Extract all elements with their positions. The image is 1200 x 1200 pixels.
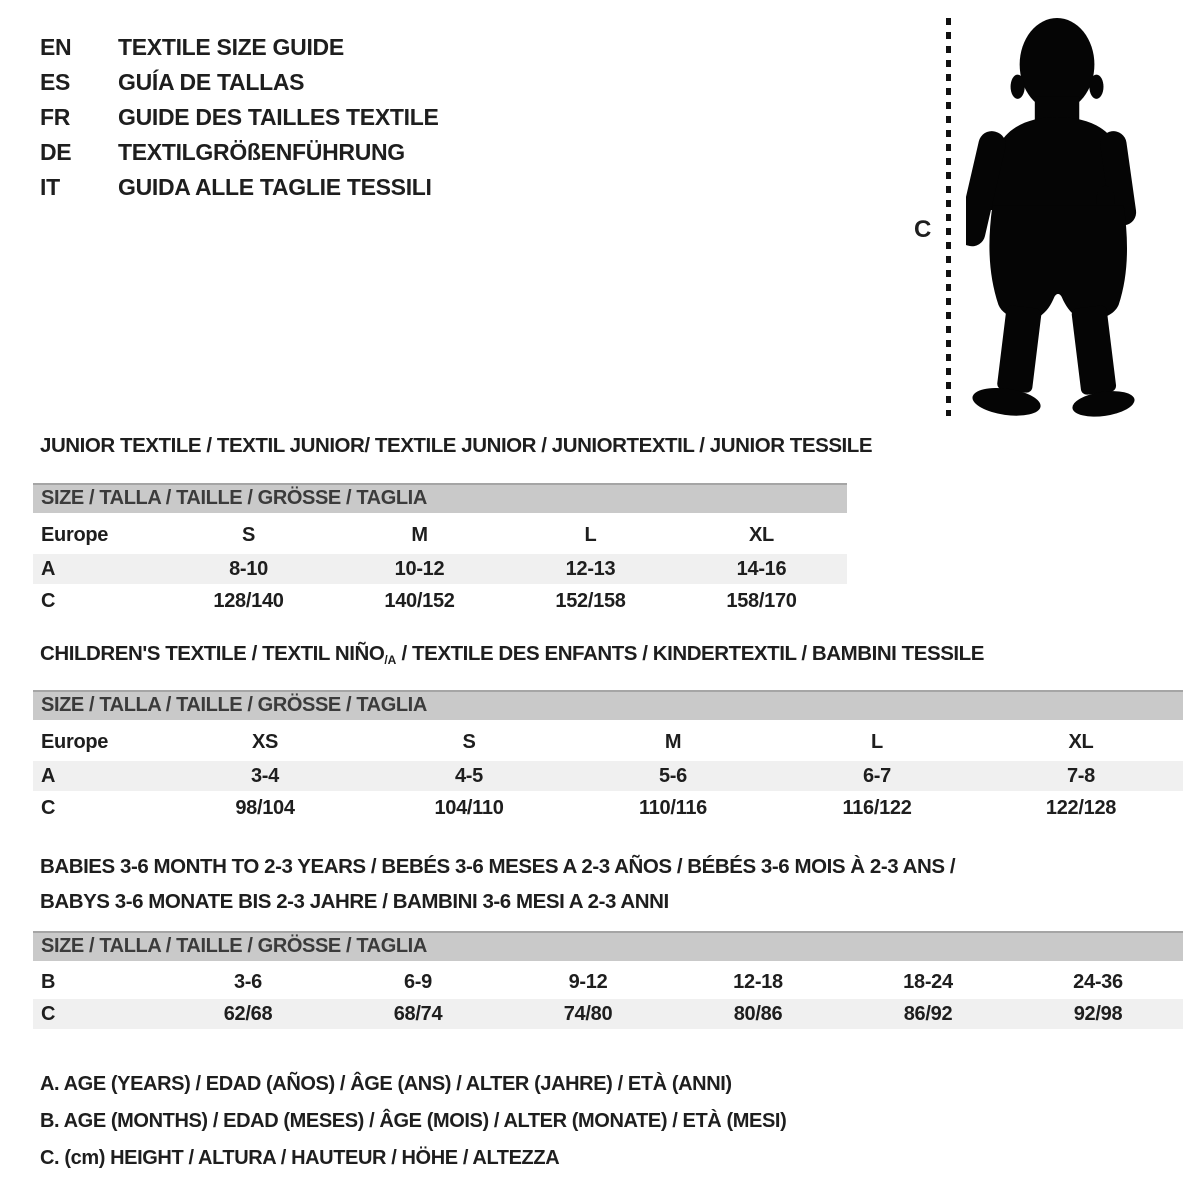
legend-height-cm: C. (cm) HEIGHT / ALTURA / HAUTEUR / HÖHE / ALTEZZA xyxy=(40,1147,560,1169)
row-label: A xyxy=(41,764,56,787)
size-column-l: L xyxy=(871,731,883,753)
babies-months-row xyxy=(33,967,1183,997)
height-value: 140/152 xyxy=(384,589,455,612)
height-measure-dotted-line xyxy=(946,18,951,416)
size-column-s: S xyxy=(241,524,256,546)
language-row-fr xyxy=(40,100,439,135)
age-value: 4-5 xyxy=(454,764,483,787)
junior-columns-row xyxy=(33,519,847,552)
language-row-en xyxy=(40,30,439,65)
size-column-xl: XL xyxy=(749,524,774,546)
months-value: 18-24 xyxy=(903,970,953,993)
row-label: C xyxy=(41,589,56,612)
children-title-pre: CHILDREN'S TEXTILE / TEXTIL NIÑO xyxy=(40,642,385,665)
children-title-sub: /A xyxy=(384,653,397,667)
size-column-l: L xyxy=(584,524,597,546)
babies-title-line2: BABYS 3-6 MONATE BIS 2-3 JAHRE / BAMBINI 3-6 MESI A 2-3 ANNI xyxy=(40,890,669,913)
size-column-m: M xyxy=(664,731,682,753)
height-value: 152/158 xyxy=(555,589,626,612)
months-value: 9-12 xyxy=(568,970,608,993)
junior-age-row xyxy=(33,554,847,584)
size-column-m: M xyxy=(411,524,428,546)
age-value: 10-12 xyxy=(394,557,445,580)
months-value: 24-36 xyxy=(1073,970,1123,993)
age-value: 5-6 xyxy=(658,764,687,787)
guide-title-en: TEXTILE SIZE GUIDE xyxy=(118,34,344,60)
legend-age-years: A. AGE (YEARS) / EDAD (AÑOS) / ÂGE (ANS) / ALTER (JAHRE) / ETÀ (ANNI) xyxy=(40,1073,732,1095)
children-title-post: / TEXTILE DES ENFANTS / KINDERTEXTIL / BAMBINI TESSILE xyxy=(396,642,984,665)
children-section-title xyxy=(40,642,984,667)
height-value: 128/140 xyxy=(213,589,284,612)
guide-title-de: TEXTILGRÖßENFÜHRUNG xyxy=(118,139,405,165)
months-value: 12-18 xyxy=(733,970,783,993)
guide-title-it: GUIDA ALLE TAGLIE TESSILI xyxy=(118,174,432,200)
height-value: 116/122 xyxy=(842,796,912,819)
height-value: 62/68 xyxy=(223,1002,273,1025)
size-header-bar: SIZE / TALLA / TAILLE / GRÖSSE / TAGLIA xyxy=(33,483,847,513)
junior-size-table xyxy=(33,483,847,616)
region-label: Europe xyxy=(41,524,109,546)
age-value: 3-4 xyxy=(250,764,279,787)
height-value: 158/170 xyxy=(726,589,797,612)
children-columns-row xyxy=(33,726,1183,759)
height-value: 86/92 xyxy=(903,1002,953,1025)
size-header-bar: SIZE / TALLA / TAILLE / GRÖSSE / TAGLIA xyxy=(33,690,1183,720)
language-code: EN xyxy=(40,34,72,60)
age-value: 7-8 xyxy=(1066,764,1095,787)
children-height-row xyxy=(33,793,1183,823)
guide-title-fr: GUIDE DES TAILLES TEXTILE xyxy=(118,104,439,130)
language-row-it xyxy=(40,170,439,205)
region-label: Europe xyxy=(41,731,109,753)
row-label: C xyxy=(41,796,56,819)
language-row-es xyxy=(40,65,439,100)
legend xyxy=(40,1066,786,1177)
height-measure-label: C xyxy=(914,216,932,243)
height-value: 80/86 xyxy=(733,1002,783,1025)
row-label: C xyxy=(41,1002,56,1025)
height-value: 110/116 xyxy=(639,796,707,819)
size-column-xs: XS xyxy=(251,731,279,753)
height-value: 122/128 xyxy=(1045,796,1117,819)
babies-height-row xyxy=(33,999,1183,1029)
size-header-bar: SIZE / TALLA / TAILLE / GRÖSSE / TAGLIA xyxy=(33,931,1183,961)
language-code: ES xyxy=(40,69,71,95)
language-header xyxy=(40,30,439,205)
language-code: FR xyxy=(40,104,71,130)
legend-age-months: B. AGE (MONTHS) / EDAD (MESES) / ÂGE (MOIS) / ALTER (MONATE) / ETÀ (MESI) xyxy=(40,1110,787,1132)
row-label: B xyxy=(41,970,56,993)
size-column-xl: XL xyxy=(1068,731,1094,753)
junior-height-row xyxy=(33,586,847,616)
age-value: 12-13 xyxy=(565,557,616,580)
age-value: 8-10 xyxy=(229,557,268,580)
babies-size-table xyxy=(33,931,1183,1031)
height-value: 92/98 xyxy=(1073,1002,1123,1025)
language-code: IT xyxy=(40,174,60,200)
months-value: 6-9 xyxy=(403,970,432,993)
height-value: 68/74 xyxy=(393,1002,443,1025)
guide-title-es: GUÍA DE TALLAS xyxy=(118,69,305,95)
months-value: 3-6 xyxy=(233,970,262,993)
height-value: 98/104 xyxy=(235,796,295,819)
junior-section-title: JUNIOR TEXTILE / TEXTIL JUNIOR/ TEXTILE JUNIOR / JUNIORTEXTIL / JUNIOR TESSILE xyxy=(40,434,873,457)
language-row-de xyxy=(40,135,439,170)
row-label: A xyxy=(41,557,56,580)
babies-title-line1: BABIES 3-6 MONTH TO 2-3 YEARS / BEBÉS 3-6 MESES A 2-3 AÑOS / BÉBÉS 3-6 MOIS À 2-3 ANS / xyxy=(40,855,956,878)
babies-section-title xyxy=(40,849,955,919)
children-size-table xyxy=(33,690,1183,823)
height-value: 104/110 xyxy=(434,796,504,819)
language-code: DE xyxy=(40,139,72,165)
size-column-s: S xyxy=(462,731,476,753)
children-age-row xyxy=(33,761,1183,791)
age-value: 14-16 xyxy=(736,557,787,580)
height-value: 74/80 xyxy=(563,1002,613,1025)
toddler-silhouette-icon xyxy=(966,14,1142,418)
age-value: 6-7 xyxy=(862,764,891,787)
